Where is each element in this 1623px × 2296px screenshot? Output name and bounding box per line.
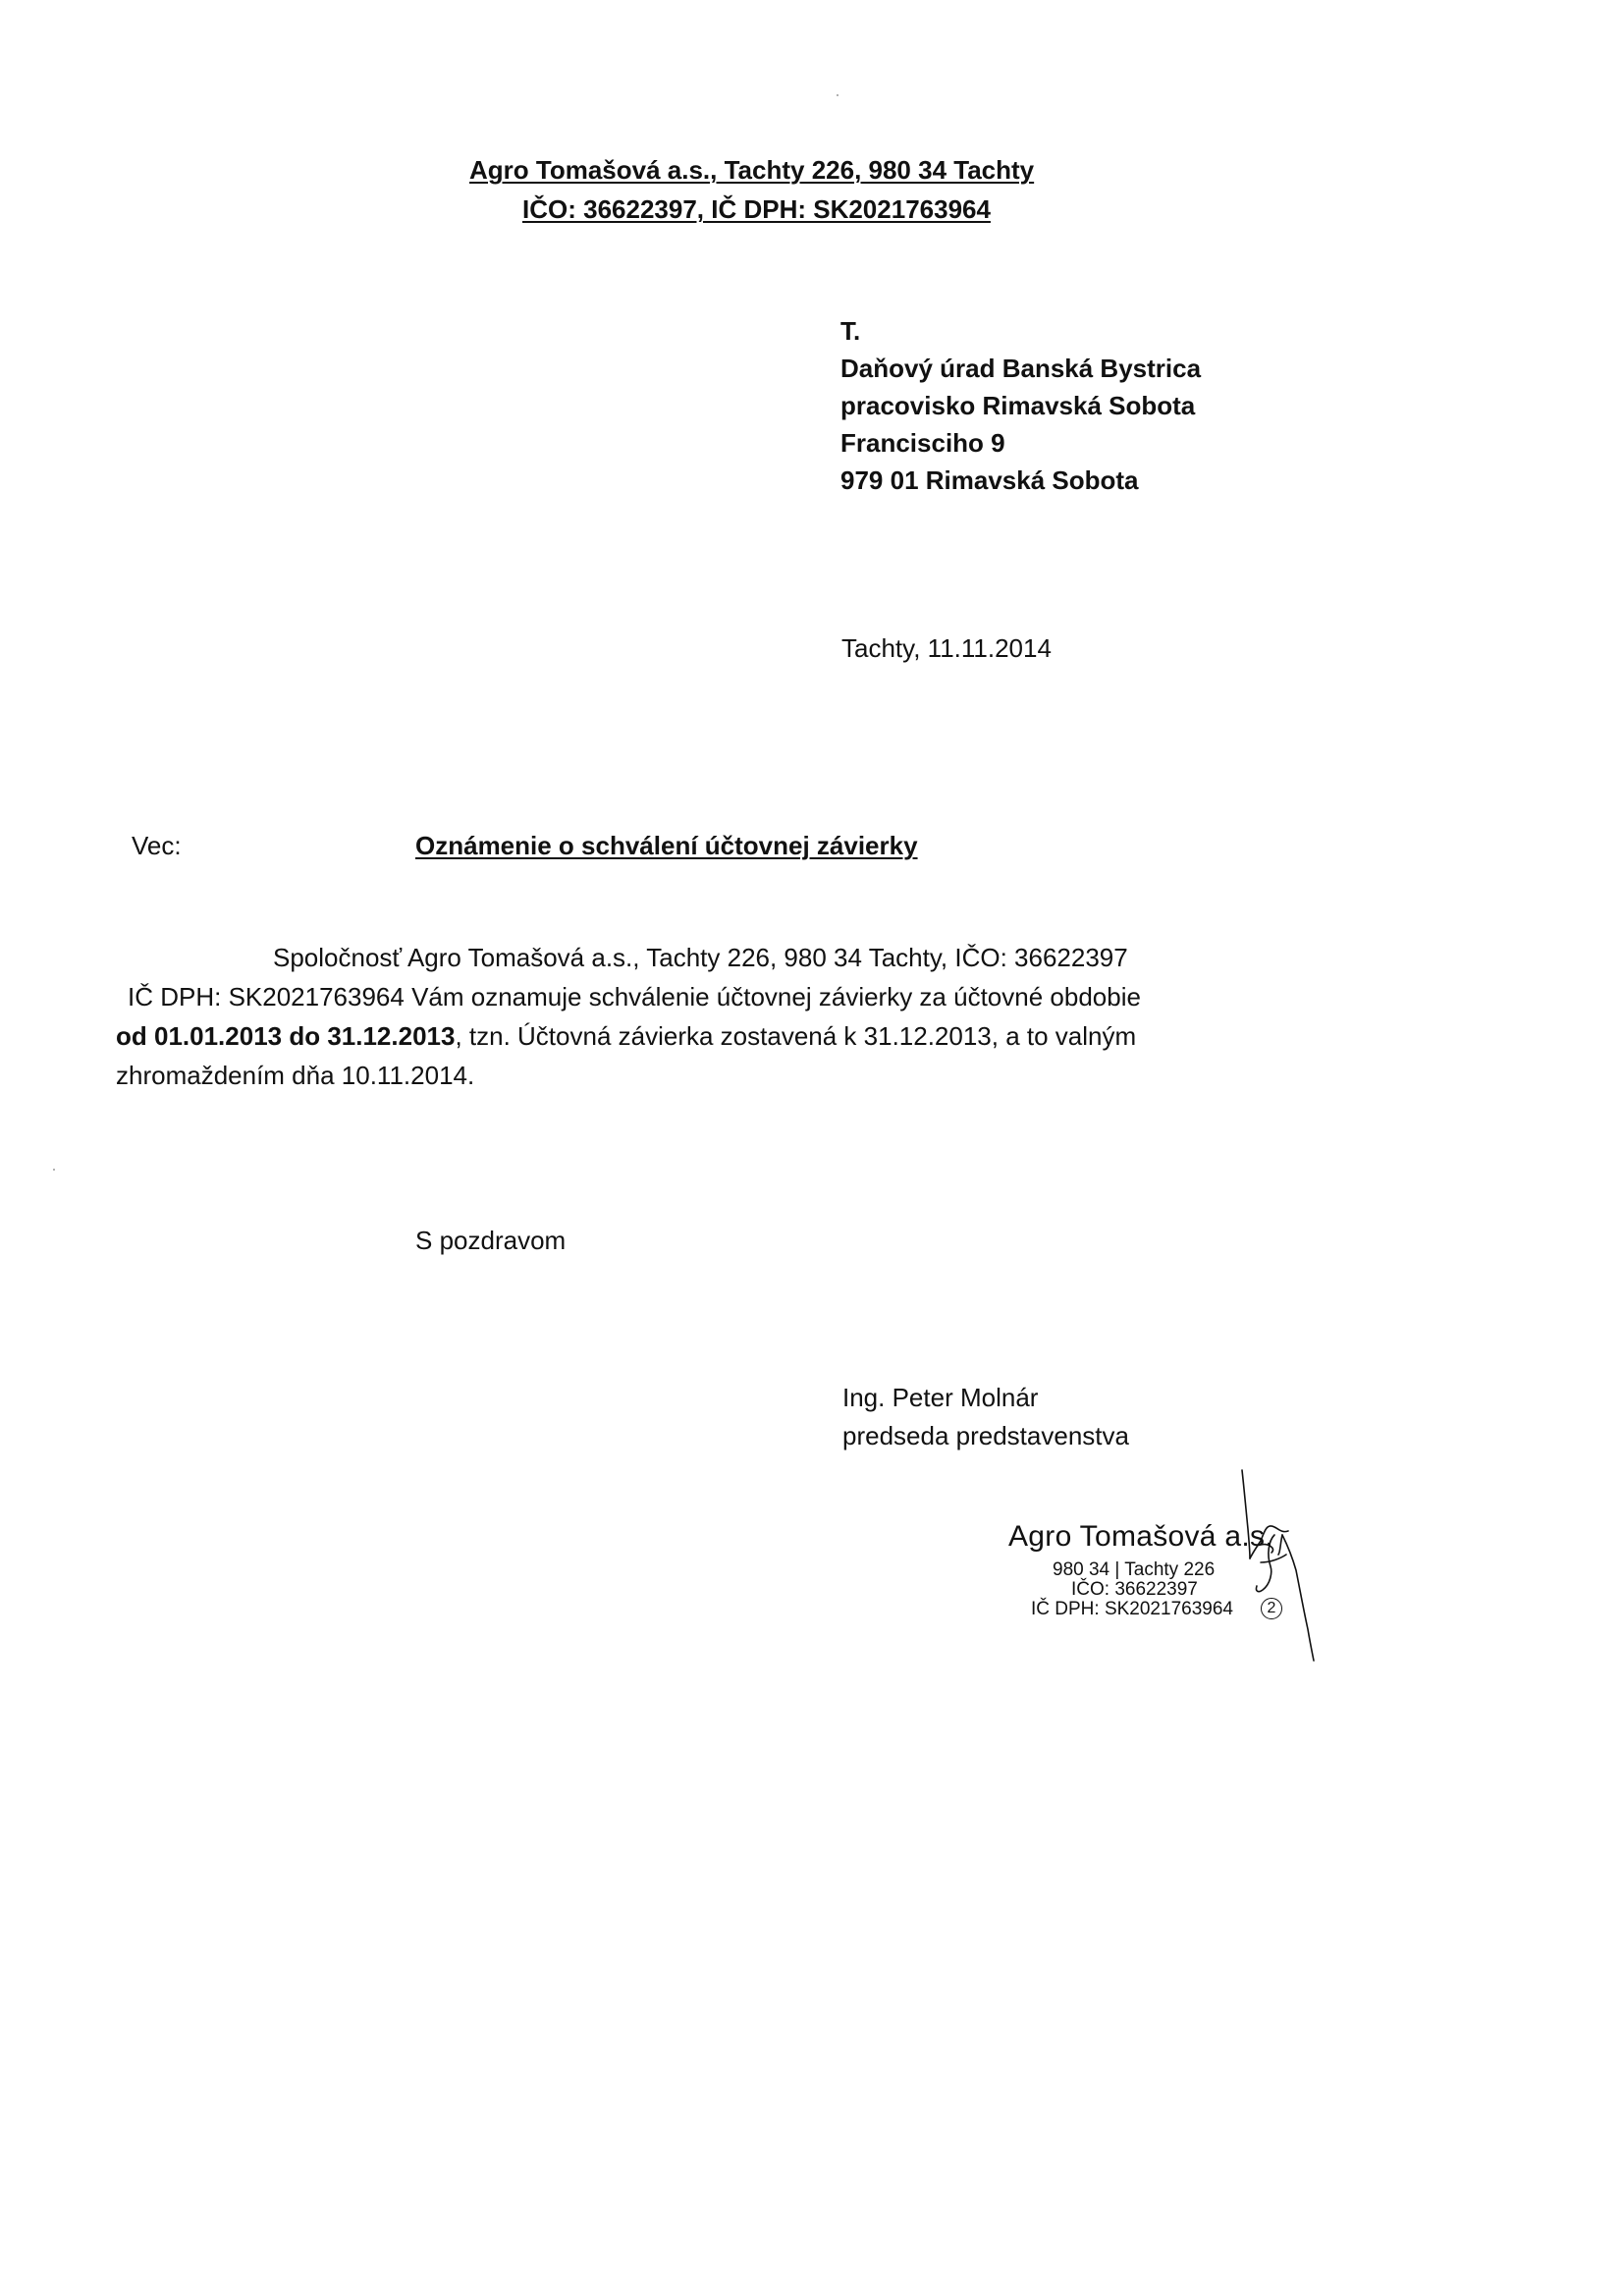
stamp-company: Agro Tomašová a.s. <box>1008 1520 1273 1553</box>
stamp-address: 980 34 | Tachty 226 <box>1053 1559 1216 1580</box>
stamp-mark-label: 2 <box>1267 1600 1276 1616</box>
recipient-street: Francisciho 9 <box>840 428 1005 458</box>
signatory-title: predseda predstavenstva <box>842 1421 1129 1450</box>
stamp-ico: IČO: 36622397 <box>1071 1579 1198 1600</box>
scan-speck <box>837 94 839 96</box>
scan-speck <box>53 1169 55 1171</box>
closing: S pozdravom <box>415 1226 567 1255</box>
subject-label: Vec: <box>132 831 182 860</box>
body-line-3-rest: , tzn. Účtovná závierka zostavená k 31.12.2013, a to valným <box>455 1021 1137 1051</box>
body-line-3 <box>116 1016 1274 1056</box>
subject-text: Oznámenie o schválení účtovnej závierky <box>415 831 918 860</box>
recipient-office: Daňový úrad Banská Bystrica <box>840 354 1202 383</box>
body-line-4: zhromaždením dňa 10.11.2014. <box>116 1061 475 1090</box>
body-line-2: IČ DPH: SK2021763964 Vám oznamuje schválenie účtovnej závierky za účtovné obdobie <box>128 982 1141 1011</box>
place-date: Tachty, 11.11.2014 <box>841 633 1052 663</box>
stamp-icdph: IČ DPH: SK2021763964 <box>1031 1599 1233 1619</box>
signature-scribble <box>1217 1468 1335 1694</box>
recipient-branch: pracovisko Rimavská Sobota <box>840 391 1196 420</box>
recipient-address <box>840 312 1201 499</box>
body-line-1: Spoločnosť Agro Tomašová a.s., Tachty 226, 980 34 Tachty, IČO: 36622397 <box>273 943 1128 972</box>
recipient-salutation: T. <box>840 316 861 346</box>
body-period-bold: od 01.01.2013 do 31.12.2013 <box>116 1021 456 1051</box>
body-paragraph <box>116 938 1274 1095</box>
letterhead-line-1: Agro Tomašová a.s., Tachty 226, 980 34 Tachty <box>469 155 1035 185</box>
signatory-name: Ing. Peter Molnár <box>842 1383 1039 1412</box>
recipient-city: 979 01 Rimavská Sobota <box>840 465 1139 495</box>
letterhead-line-2: IČO: 36622397, IČ DPH: SK2021763964 <box>522 194 991 224</box>
